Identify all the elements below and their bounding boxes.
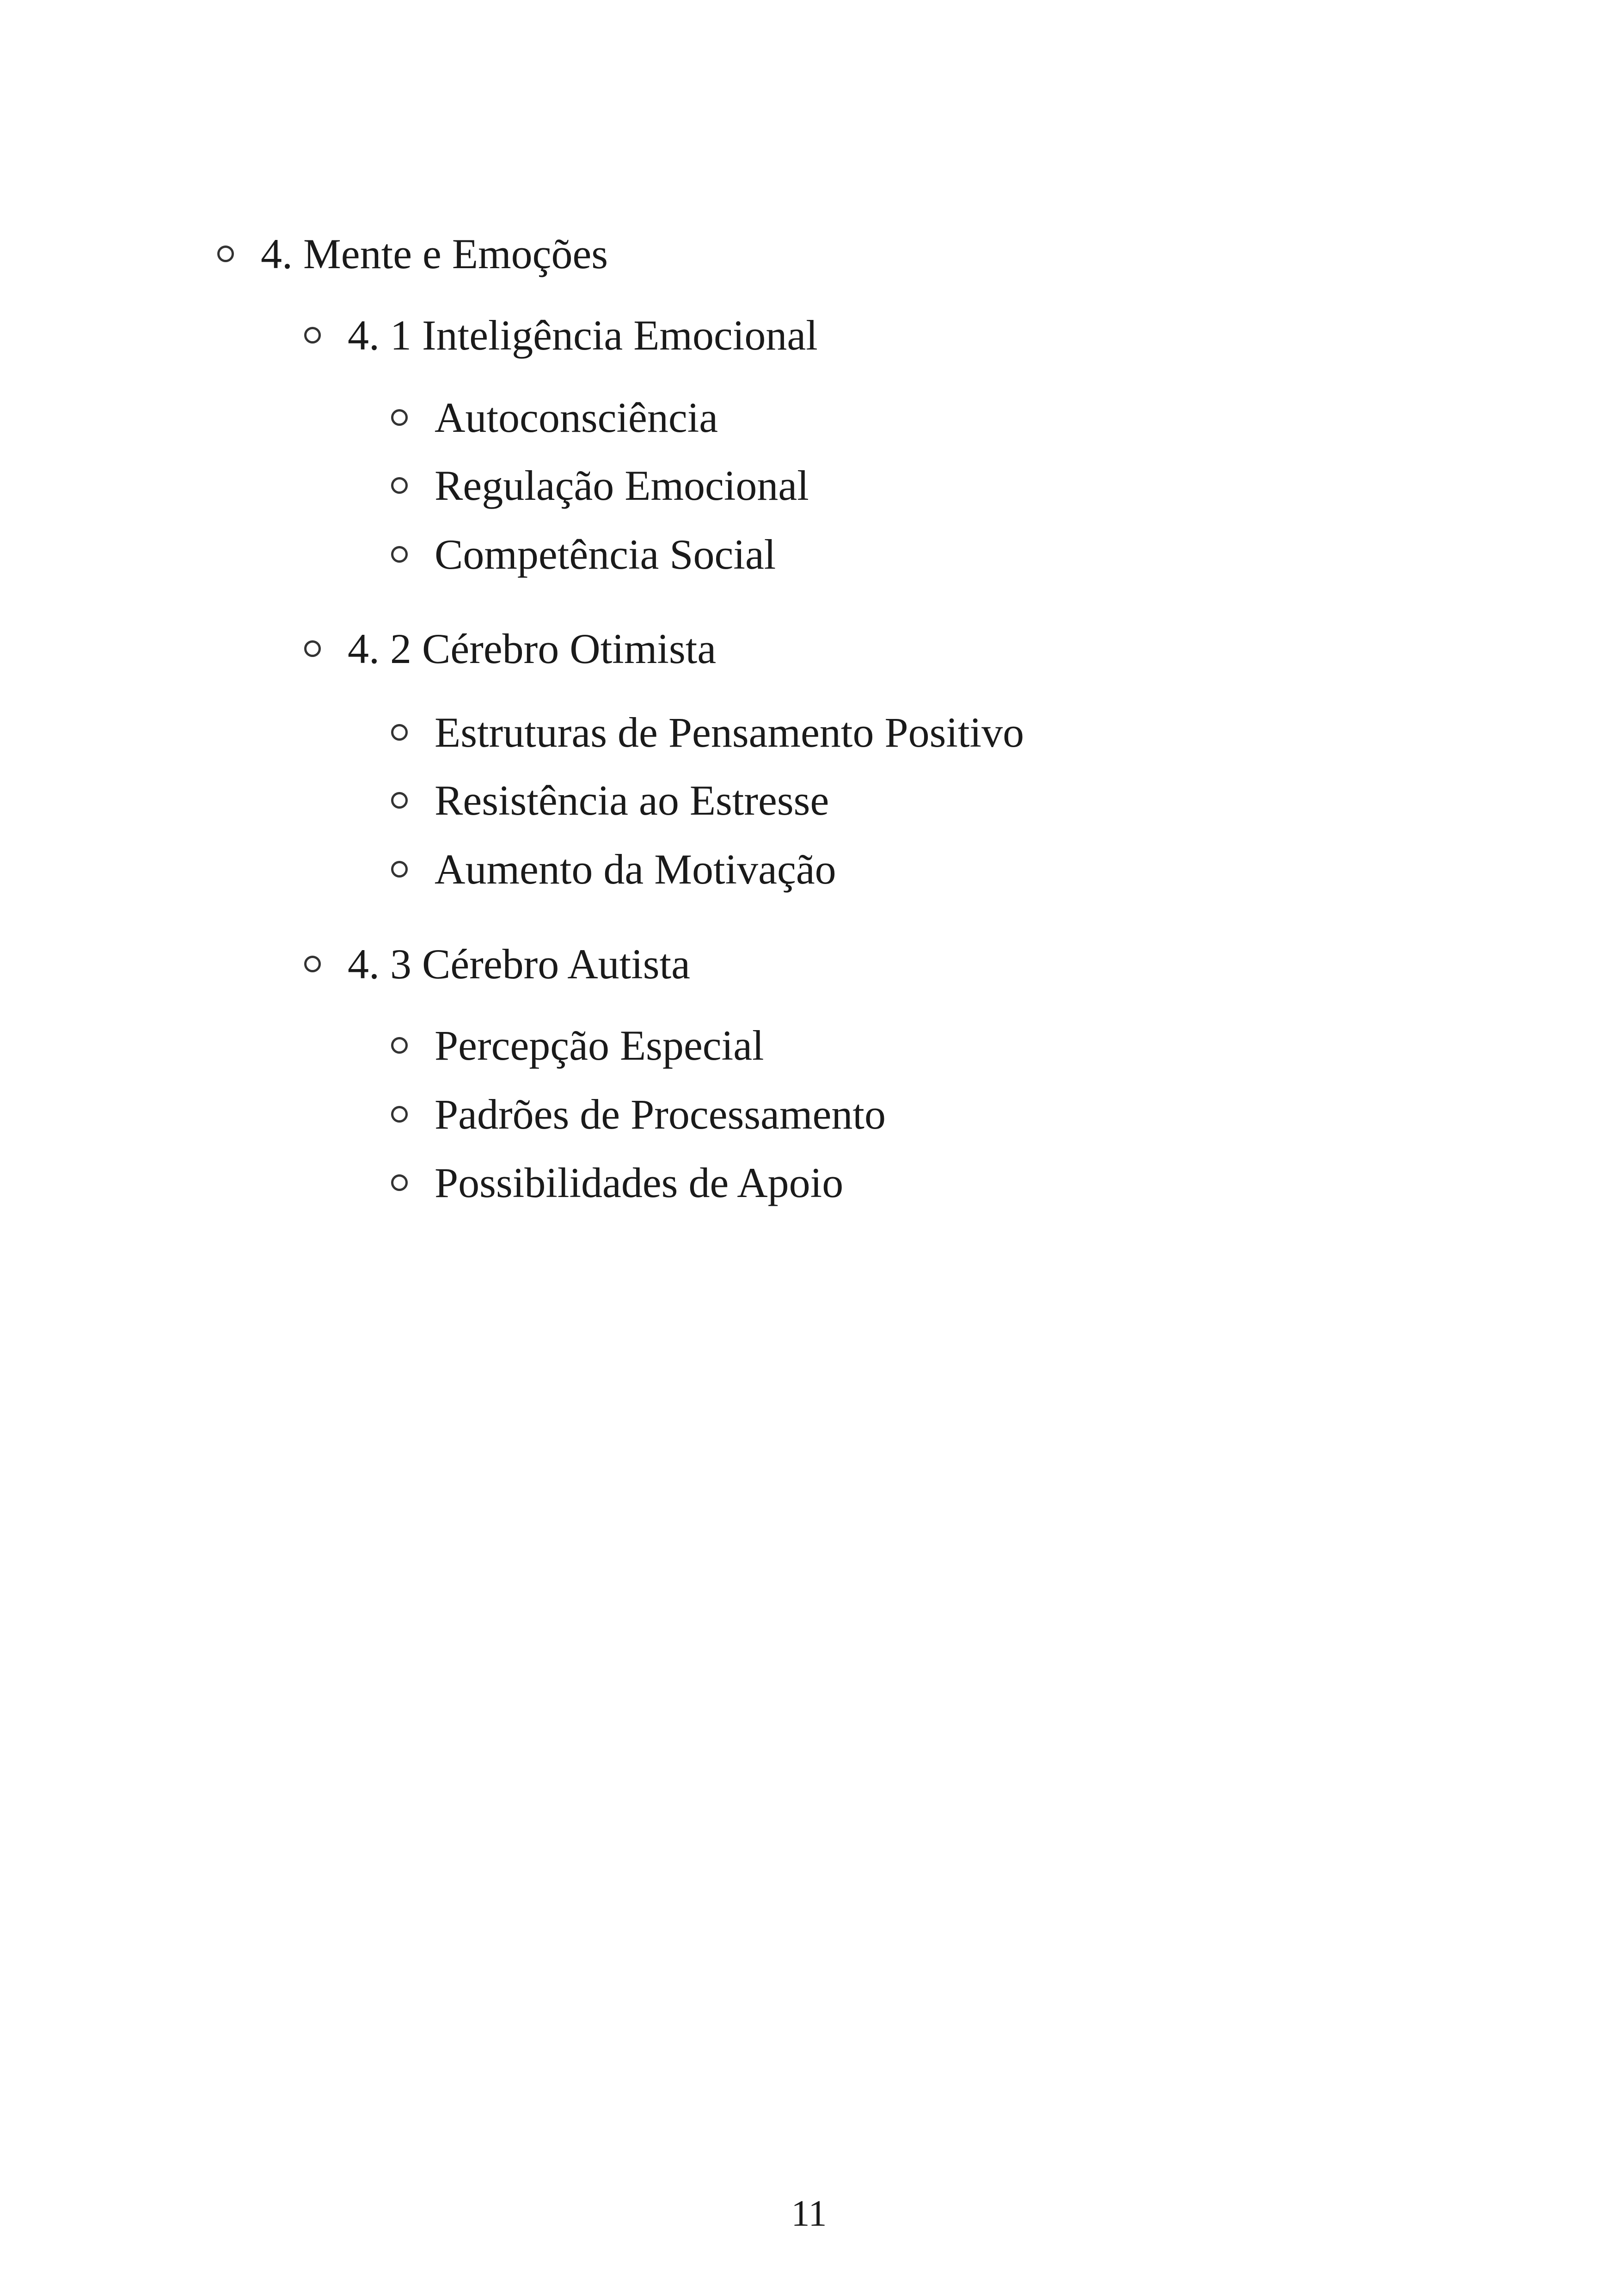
outline-item-label: Autoconsciência: [435, 394, 718, 441]
outline-subsection: [304, 627, 716, 670]
hollow-bullet-icon: [391, 1106, 408, 1123]
hollow-bullet-icon: [391, 1174, 408, 1191]
hollow-bullet-icon: [217, 246, 234, 262]
hollow-bullet-icon: [391, 861, 408, 878]
outline-subsection: [304, 940, 690, 988]
outline-item-label: Resistência ao Estresse: [435, 777, 829, 824]
outline-item: [391, 396, 718, 439]
outline-item: [391, 1161, 843, 1204]
subsection-title: 4. 2 Cérebro Otimista: [348, 625, 717, 672]
outline-item-label: Aumento da Motivação: [435, 846, 836, 893]
hollow-bullet-icon: [304, 327, 321, 344]
outline-subsection: [304, 312, 818, 359]
outline-item: [391, 779, 829, 822]
hollow-bullet-icon: [304, 956, 321, 972]
outline-item: [391, 846, 836, 893]
outline-item-label: Possibilidades de Apoio: [435, 1159, 844, 1206]
outline-item-label: Padrões de Processamento: [435, 1091, 886, 1138]
subsection-title: 4. 1 Inteligência Emocional: [348, 312, 818, 359]
hollow-bullet-icon: [391, 724, 408, 741]
section-title: 4. Mente e Emoções: [261, 230, 608, 277]
outline-item-label: Regulação Emocional: [435, 462, 809, 509]
outline-item: [391, 464, 809, 507]
hollow-bullet-icon: [304, 640, 321, 657]
outline-item-label: Percepção Especial: [435, 1022, 764, 1069]
outline-item: [391, 1093, 886, 1136]
hollow-bullet-icon: [391, 1037, 408, 1054]
outline-item: [391, 1024, 764, 1067]
subsection-title: 4. 3 Cérebro Autista: [348, 940, 690, 988]
page-number: 11: [791, 2193, 827, 2234]
hollow-bullet-icon: [391, 477, 408, 494]
hollow-bullet-icon: [391, 792, 408, 809]
hollow-bullet-icon: [391, 409, 408, 426]
outline-item-label: Competência Social: [435, 531, 776, 578]
outline-item-label: Estruturas de Pensamento Positivo: [435, 709, 1024, 756]
outline-section: [217, 230, 608, 277]
hollow-bullet-icon: [391, 546, 408, 563]
outline-item: [391, 533, 776, 576]
outline-item: [391, 711, 1024, 754]
